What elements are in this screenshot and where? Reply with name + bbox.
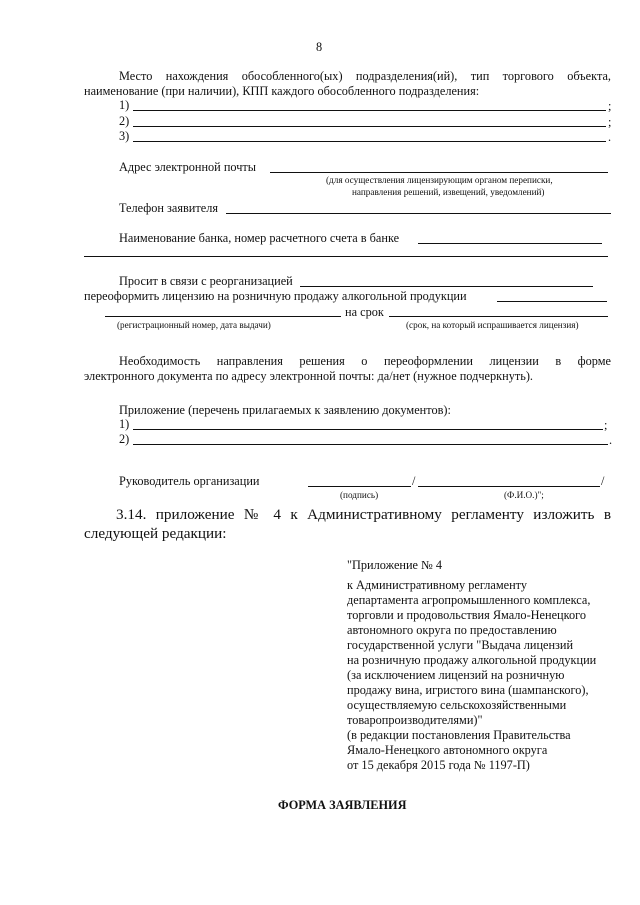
appendix-line: осуществляемую сельскохозяйственными xyxy=(347,698,567,712)
attachment-item-field[interactable] xyxy=(133,429,603,430)
phone-field[interactable] xyxy=(226,213,611,214)
amendment-line-2: следующей редакции: xyxy=(84,525,227,542)
signature-slash: / xyxy=(412,474,416,488)
location-item-number: 2) xyxy=(119,114,130,128)
location-item-number: 1) xyxy=(119,98,130,112)
appendix-line: от 15 декабря 2015 года № 1197-П) xyxy=(347,758,530,772)
appendix-line: товаропроизводителями)" xyxy=(347,713,483,727)
location-line-2: наименование (при наличии), КПП каждого обособленного подразделения: xyxy=(84,84,480,98)
need-line-2: электронного документа по адресу электронной почты: да/нет (нужное подчеркнуть). xyxy=(84,369,534,383)
signature-slash: / xyxy=(601,474,605,488)
attachment-item-field[interactable] xyxy=(133,444,608,445)
term-field[interactable] xyxy=(389,316,608,317)
need-line-1: Необходимость направления решения о переоформлении лицензии в форме xyxy=(119,354,611,368)
attachment-item-number: 2) xyxy=(119,432,130,446)
email-note-2: направления решений, извещений, уведомлений) xyxy=(352,187,545,197)
bank-field[interactable] xyxy=(418,243,602,244)
reorganization-field[interactable] xyxy=(300,286,593,287)
term-caption: (срок, на который испрашивается лицензия) xyxy=(406,320,579,330)
appendix-title: "Приложение № 4 xyxy=(347,558,443,572)
appendix-line: к Административному регламенту xyxy=(347,578,528,592)
bank-field-continuation[interactable] xyxy=(84,256,608,257)
phone-label: Телефон заявителя xyxy=(119,201,218,215)
request-line-2: переоформить лицензию на розничную продажу алкогольной продукции xyxy=(84,289,467,303)
term-label: на срок xyxy=(345,305,384,319)
location-item-field[interactable] xyxy=(133,126,606,127)
location-item-end: . xyxy=(608,130,612,144)
location-item-field[interactable] xyxy=(133,110,606,111)
signature-label: Руководитель организации xyxy=(119,474,260,488)
location-item-end: ; xyxy=(608,115,612,129)
signature-caption: (подпись) xyxy=(340,490,379,500)
appendix-line: на розничную продажу алкогольной продукции xyxy=(347,653,597,667)
attachment-item-number: 1) xyxy=(119,417,130,431)
license-field[interactable] xyxy=(497,301,607,302)
appendix-line: торговли и продовольствия Ямало-Ненецкого xyxy=(347,608,587,622)
attachment-item-end: ; xyxy=(604,418,608,432)
full-name-field[interactable] xyxy=(418,486,600,487)
appendix-line: продажу вина, игристого вина (шампанского), xyxy=(347,683,589,697)
attachment-item-end: . xyxy=(609,433,613,447)
appendix-line: департамента агропромышленного комплекса, xyxy=(347,593,591,607)
location-line-1: Место нахождения обособленного(ых) подразделения(ий), тип торгового объекта, xyxy=(119,69,611,83)
appendix-line: автономного округа по предоставлению xyxy=(347,623,557,637)
appendix-line: (за исключением лицензий на розничную xyxy=(347,668,565,682)
location-item-field[interactable] xyxy=(133,141,606,142)
email-field[interactable] xyxy=(270,172,608,173)
amendment-line-1: 3.14. приложение № 4 к Административному регламенту изложить в xyxy=(116,506,611,523)
location-item-end: ; xyxy=(608,99,612,113)
form-title: ФОРМА ЗАЯВЛЕНИЯ xyxy=(278,798,407,812)
request-line-1: Просит в связи с реорганизацией xyxy=(119,274,293,288)
email-note-1: (для осуществления лицензирующим органом переписки, xyxy=(326,175,553,185)
location-item-number: 3) xyxy=(119,129,130,143)
appendix-line: государственной услуги "Выдача лицензий xyxy=(347,638,574,652)
full-name-caption: (Ф.И.О.)"; xyxy=(504,490,544,500)
signature-field[interactable] xyxy=(308,486,411,487)
registration-caption: (регистрационный номер, дата выдачи) xyxy=(117,320,271,330)
attachment-label: Приложение (перечень прилагаемых к заявлению документов): xyxy=(119,403,451,417)
registration-field[interactable] xyxy=(105,316,341,317)
appendix-line: (в редакции постановления Правительства xyxy=(347,728,571,742)
appendix-line: Ямало-Ненецкого автономного округа xyxy=(347,743,548,757)
page-number: 8 xyxy=(316,40,323,54)
bank-label: Наименование банка, номер расчетного счета в банке xyxy=(119,231,400,245)
email-label: Адрес электронной почты xyxy=(119,160,257,174)
